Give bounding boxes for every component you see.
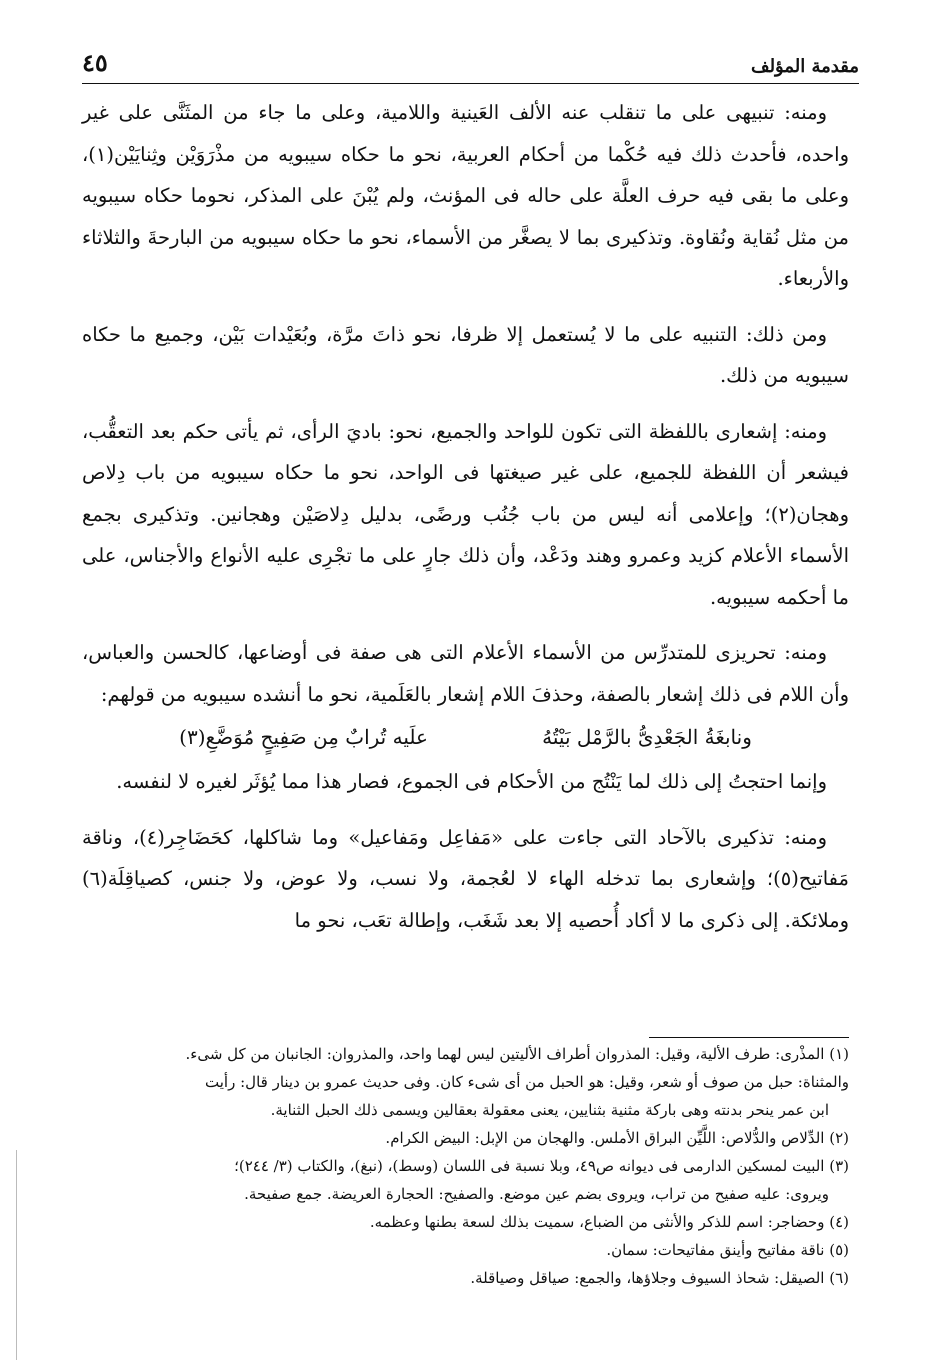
verse-second-hemistich: علَيه تُرابٌ مِن صَفِيحٍ مُوَضَّعِ(٣) bbox=[179, 725, 428, 749]
paragraph: ومنه: إشعارى باللفظة التى تكون للواحد والجميع، نحو: باديَ الرأى، ثم يأتى حكم بعد التعقُّب، فيشعر أن اللفظة للجميع، على غير صيغتها فى الواحد، نحو ما حكاه سيبويه من باب دِلاص وهجان(٢)؛ وإعلامى أنه ليس من باب جُنُب ورضًى، بدليل دِلاصَيْن وهجانين. وتذكيرى بجمع الأسماء الأعلام كزيد وعمرو وهند ودَعْد، وأن ذلك جارٍ على ما تجْرِى عليه الأنواع والأجناس، على ما أحكمه سيبويه. bbox=[82, 419, 849, 609]
paragraph: ومنه: تذكيرى بالآحاد التى جاءت على «مَفاعِل ومَفاعيل» وما شاكلها، كحَضَاجِر(٤)، وناقة مَفاتيح(٥)؛ وإشعارى بما تدخله الهاء لا لعُجمة، ولا نسب، ولا عوض، ولا جنس، كصياقِلَة(٦) وملائكة. إلى ذكرى ما لا أكاد أُحصيه إلا بعد شَغَب، وإطالة تعَب، نحو ما bbox=[82, 825, 849, 932]
paragraph: ومنه: تحريزى للمتدرِّس من الأسماء الأعلام التى هى صفة فى أوضاعها، كالحسن والعباس، وأن اللام فى ذلك إشعار بالصفة، وحذفَ اللام إشعار بالعَلَمية، نحو ما أنشده سيبويه من قولهم: bbox=[82, 641, 849, 706]
paragraph: وإنما احتجتُ إلى ذلك لما يَنْتُج من الأحكام فى الجموع، فصار هذا مما يُؤثَر لغيره لا لنفسه. bbox=[116, 770, 827, 793]
chapter-title: مقدمة المؤلف bbox=[750, 56, 859, 77]
footnote-4: (٤) وحضاجر: اسم للذكر والأنثى من الضباع، سميت بذلك لسعة بطنها وعظمه. bbox=[369, 1213, 849, 1231]
footnote-3: (٣) البيت لمسكين الدارمى فى ديوانه ص٤٩، وبلا نسبة فى اللسان (وسط)، (نبغ)، والكتاب (٣/ ٢٤٤)؛ bbox=[234, 1157, 849, 1175]
poetry-verse bbox=[82, 715, 849, 759]
footnote-2: (٢) الدِّلاص والدُّلاص: اللَّيِّن البراق الأملس. والهجان من الإبل: البيض الكرام. bbox=[385, 1129, 849, 1147]
page-number: ٤٥ bbox=[82, 48, 108, 77]
footnote-1-continued: والمثناة: حبل من صوف أو شعر، وقيل: هو الحبل من أى شىء كان. وفى حديث عمرو بن دينار قال: رأيت bbox=[205, 1073, 849, 1091]
footnote-5: (٥) ناقة مفاتيح وأينق مفاتيحات: سمان. bbox=[606, 1241, 849, 1259]
footnote-3-continued-line: ويروى: عليه صفيح من تراب، ويروى بضم عين موضع. والصفيح: الحجارة العريضة. جمع صفيحة. bbox=[244, 1185, 829, 1203]
main-text bbox=[82, 92, 849, 955]
scan-edge-line bbox=[16, 1150, 17, 1360]
footnote-6: (٦) الصيقل: شحاذ السيوف وجلاؤها، والجمع: صياقل وصياقلة. bbox=[470, 1269, 849, 1287]
footnotes bbox=[82, 1040, 849, 1292]
paragraph: ومنه: تنبيهى على ما تنقلب عنه الألف العَينية واللامية، وعلى ما جاء من المثَنَّى على غير واحده، فأحدث ذلك فيه حُكْما من أحكام العربية، نحو ما حكاه سيبويه من مذْرَوَيْن وثِنايَيْن(١)، وعلى ما بقى فيه حرف العلَّة على حاله فى المؤنث، ولم يُبْنَ على المذكر، نحوما حكاه سيبويه من مثل نُقاية ونُقاوة. وتذكيرى بما لا يصغَّر من الأسماء، نحو ما حكاه سيبويه من البارحةَ والثلاثاء والأربعاء. bbox=[82, 101, 849, 290]
footnote-1: (١) المذْرى: طرف الألية، وقيل: المذروان أطراف الأليتين ليس لهما واحد، والمذروان: الجانبان من كل شىء. bbox=[185, 1045, 849, 1063]
running-header bbox=[82, 38, 859, 84]
verse-first-hemistich: ونابغَةُ الجَعْدِىُّ بالرَّمْل بَيْتُهُ bbox=[542, 725, 752, 749]
footnote-divider bbox=[649, 1037, 849, 1038]
footnote-1-continued-line: ابن عمر ينحر بدنته وهى باركة مثنية بثنايين، يعنى معقولة بعقالين ويسمى ذلك الحبل الثناية. bbox=[270, 1101, 829, 1119]
paragraph: ومن ذلك: التنبيه على ما لا يُستعمل إلا ظرفا، نحو ذاتَ مرَّة، وبُعَيْدات بَيْن، وجميع ما حكاه سيبويه من ذلك. bbox=[82, 322, 849, 387]
